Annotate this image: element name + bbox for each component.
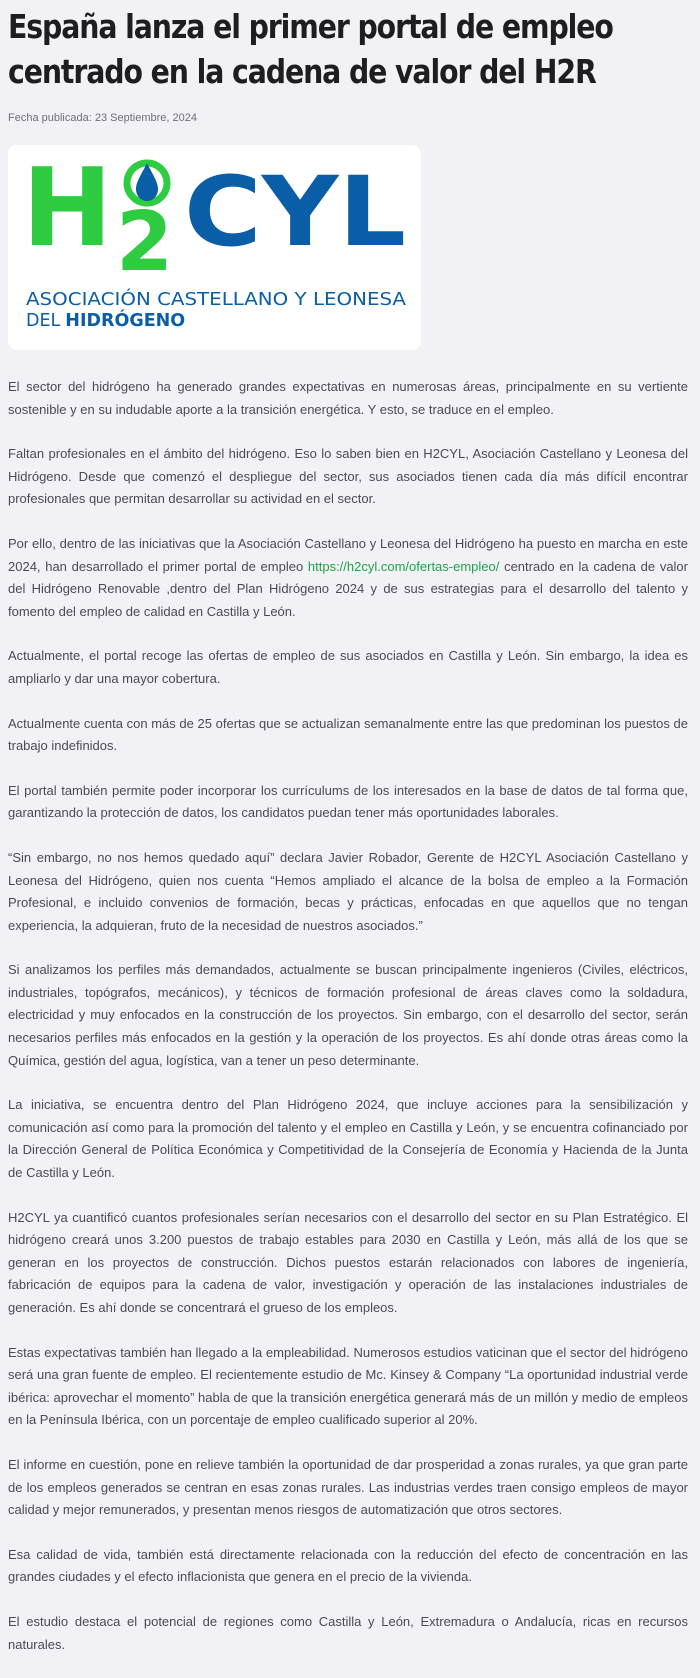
- logo-subtitle-line1: ASOCIACIÓN CASTELLANO Y LEONESA: [26, 290, 362, 310]
- logo-subtitle-bold: HIDRÓGENO: [65, 311, 186, 331]
- paragraph-with-link: [8, 533, 688, 623]
- article-body: [8, 376, 688, 1678]
- article-title: España lanza el primer portal de empleo centrado en la cadena de valor del H2R: [8, 7, 613, 91]
- paragraph: Faltan profesionales en el ámbito del hidrógeno. Eso lo saben bien en H2CYL, Asociación Castellano y Leonesa del Hidrógeno. Desde que comenzó el despliegue del sector, sus asociados tienen cada día más difícil encontrar profesionales que permitan desarrollar su actividad en el sector.: [8, 446, 688, 507]
- logo-subtitle-prefix: DEL: [26, 311, 61, 331]
- paragraph: El portal también permite poder incorporar los currículums de los interesados en la base de datos de tal forma que, garantizando la protección de datos, los candidatos puedan tener más oportunidades laborales.: [8, 782, 688, 821]
- publish-date: Fecha publicada: 23 Septiembre, 2024: [8, 112, 197, 124]
- logo-subtitle-line2: [26, 309, 185, 331]
- paragraph-text: Por ello, dentro de las iniciativas que la Asociación Castellano y Leonesa del Hidrógeno ha puesto en marcha en este 2024, han desarrollado el primer portal de empleo: [8, 535, 688, 574]
- paragraph: “Sin embargo, no nos hemos quedado aquí” declara Javier Robador, Gerente de H2CYL Asociación Castellano y Leonesa del Hidrógeno, quien nos cuenta “Hemos ampliado el alcance de la bolsa de empleo a la Formación Profesional, e incluido convenios de formación, becas y prácticas, enfocadas en que aquellos que no tengan experiencia, la adquieran, fruto de la necesidad de nuestros asociados.”: [8, 849, 688, 933]
- paragraph: Actualmente cuenta con más de 25 ofertas que se actualizan semanalmente entre las que predominan los puestos de trabajo indefinidos.: [8, 715, 688, 754]
- paragraph: El informe en cuestión, pone en relieve también la oportunidad de dar prosperidad a zonas rurales, ya que gran parte de los empleos generados se centran en esas zonas rurales. Las industrias verdes traen consigo empleos de mayor calidad y mejor remunerados, y presentan menos riesgos de automatización que otros sectores.: [8, 1456, 688, 1518]
- h2cyl-logo-graphic: [8, 145, 421, 350]
- logo-letters-cyl: CYL: [184, 156, 406, 268]
- job-portal-link[interactable]: https://h2cyl.com/ofertas-empleo/: [307, 558, 500, 574]
- paragraph: Estas expectativas también han llegado a la empleabilidad. Numerosos estudios vaticinan que el sector del hidrógeno será una gran fuente de empleo. El recientemente estudio de Mc. Kinsey & Company “La oportunidad industrial verde ibérica: aprovechar el momento” habla de que la transición energética generará más de un millón y medio de empleos en la Península Ibérica, con un porcentaje de empleo cualificado superior al 20%.: [8, 1344, 688, 1428]
- paragraph-text: centrado en la cadena de valor del Hidrógeno Renovable ,dentro del Plan Hidrógeno 2024 y de sus estrategias para el desarrollo del talento y fomento del empleo de calidad en Castilla y León.: [8, 558, 688, 619]
- h2cyl-logo: [8, 145, 421, 350]
- logo-number-two: 2: [116, 195, 174, 290]
- paragraph: H2CYL ya cuantificó cuantos profesionales serían necesarios con el desarrollo del sector en su Plan Estratégico. El hidrógeno creará unos 3.200 puestos de trabajo estables para 2030 en Castilla y León, más allá de los que se generan en los proyectos de construcción. Dichos puestos estarán relacionados con labores de ingeniería, fabricación de equipos para la cadena de valor, investigación y operación de las instalaciones industriales de generación. Es ahí donde se concentrará el grueso de los empleos.: [8, 1209, 688, 1315]
- logo-letter-h: H: [22, 146, 113, 271]
- paragraph: La iniciativa, se encuentra dentro del Plan Hidrógeno 2024, que incluye acciones para la sensibilización y comunicación así como para la promoción del talento y el empleo en Castilla y León, y se encuentra cofinanciado por la Dirección General de Política Económica y Competitividad de la Consejería de Economía y Hacienda de la Junta de Castilla y León.: [8, 1097, 688, 1181]
- paragraph: Actualmente, el portal recoge las ofertas de empleo de sus asociados en Castilla y León. Sin embargo, la idea es ampliarlo y dar una mayor cobertura.: [8, 648, 688, 686]
- paragraph: Esa calidad de vida, también está directamente relacionada con la reducción del efecto de concentración en las grandes ciudades y el efecto inflacionista que genera en el precio de la vivienda.: [8, 1546, 688, 1585]
- paragraph: El sector del hidrógeno ha generado grandes expectativas en numerosas áreas, principalmente en su vertiente sostenible y en su indudable aporte a la transición energética. Y esto, se traduce en el empleo.: [8, 379, 688, 417]
- paragraph: El estudio destaca el potencial de regiones como Castilla y León, Extremadura o Andalucía, ricas en recursos naturales.: [8, 1613, 688, 1652]
- paragraph: Si analizamos los perfiles más demandados, actualmente se buscan principalmente ingenieros (Civiles, eléctricos, industriales, topógrafos, mecánicos), y técnicos de formación profesional de áreas claves como la soldadura, electricidad y muy enfocados en la construcción de los proyectos. Sin embargo, con el desarrollo del sector, serán necesarios perfiles más enfocados en la gestión y la operación de los proyectos. Es ahí donde otras áreas como la Química, gestión del agua, logística, van a tener un peso determinante.: [8, 962, 688, 1068]
